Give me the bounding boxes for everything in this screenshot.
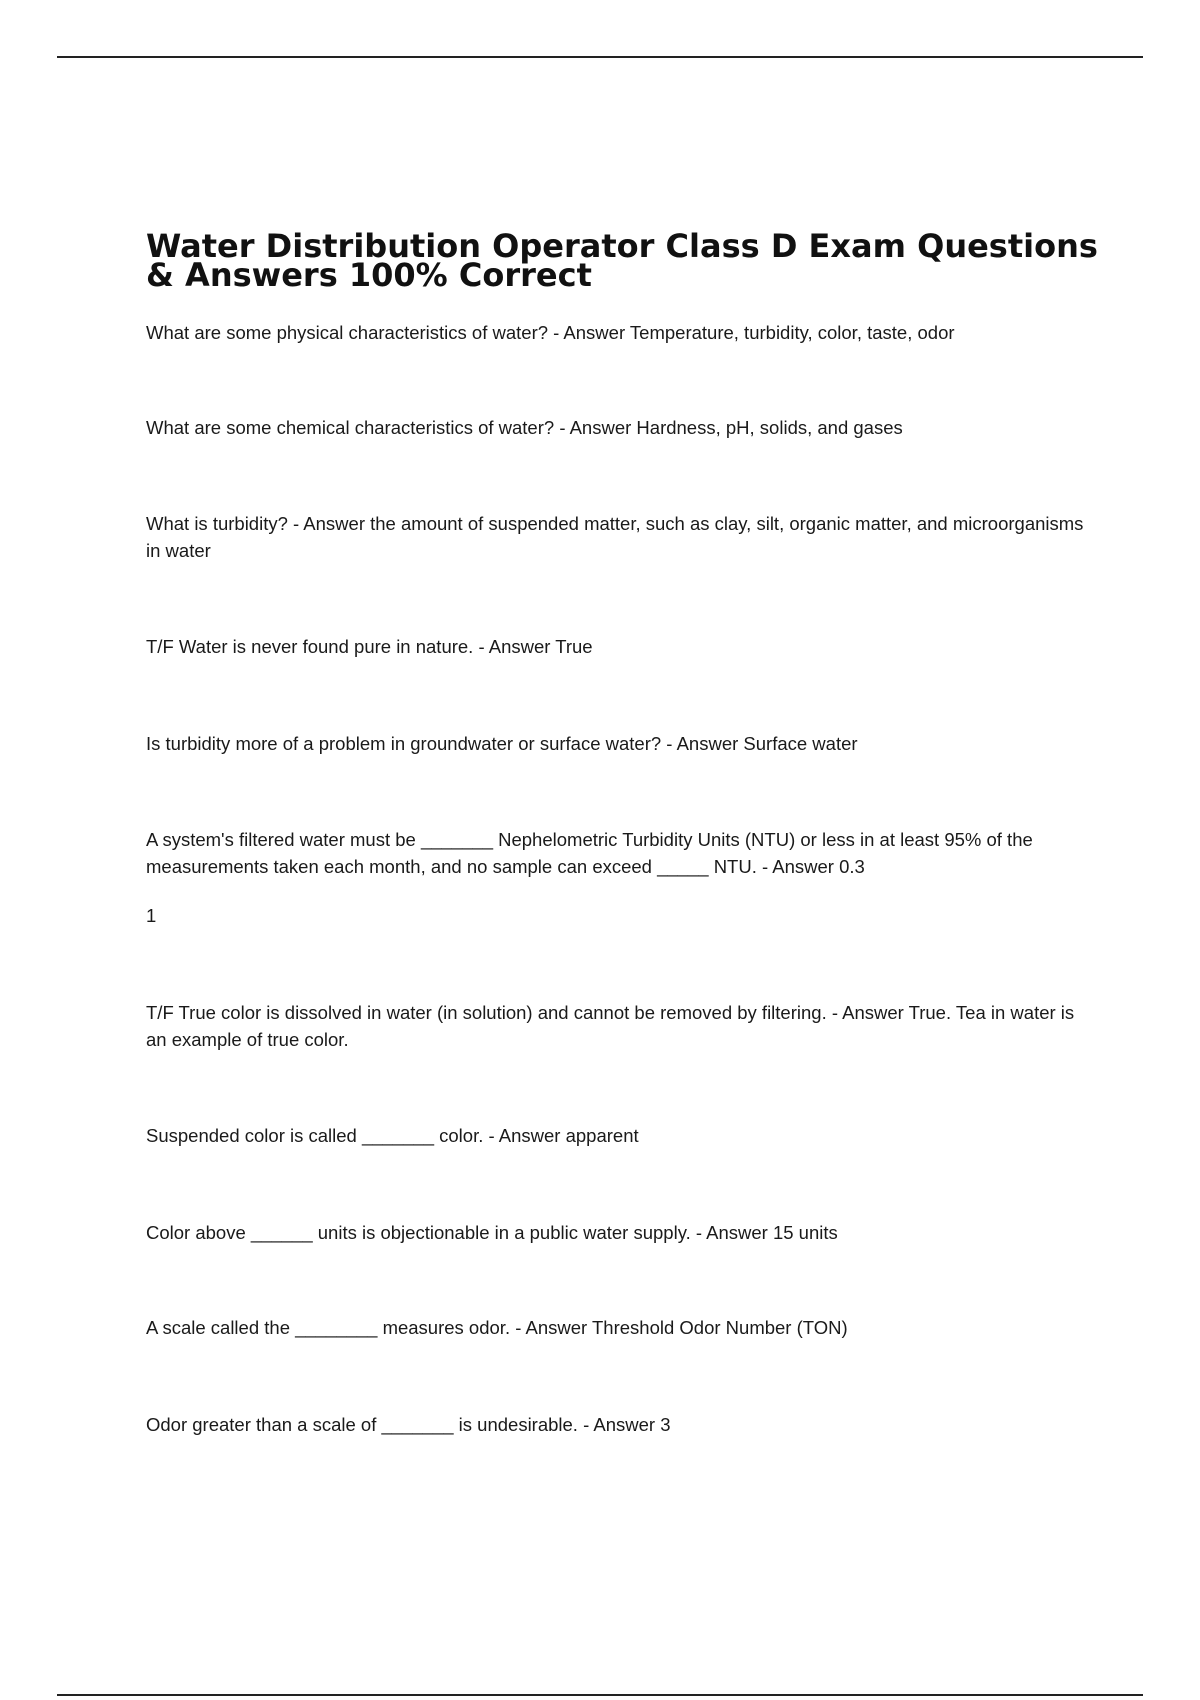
top-rule: [57, 56, 1143, 58]
qa-item-water-pure: T/F Water is never found pure in nature. - Answer True: [146, 636, 593, 657]
qa-item-physical-characteristics: What are some physical characteristics of water? - Answer Temperature, turbidity, color, taste, odor: [146, 322, 955, 343]
qa-item-odor-scale: A scale called the ________ measures odor. - Answer Threshold Odor Number (TON): [146, 1317, 848, 1338]
qa-item-turbidity-definition: What is turbidity? - Answer the amount of suspended matter, such as clay, silt, organic matter, and microorganisms in water: [146, 513, 1084, 561]
qa-item-filtered-water-ntu: A system's filtered water must be _______ Nephelometric Turbidity Units (NTU) or less in at least 95% of the measurements taken each month, and no sample can exceed _____ NTU. - Answer 0.3: [146, 829, 1033, 877]
qa-item-chemical-characteristics: What are some chemical characteristics of water? - Answer Hardness, pH, solids, and gases: [146, 417, 903, 438]
qa-item-ntu-second-answer: 1: [146, 905, 157, 926]
bottom-rule: [57, 1694, 1143, 1696]
qa-item-odor-threshold: Odor greater than a scale of _______ is undesirable. - Answer 3: [146, 1414, 671, 1435]
document-title: Water Distribution Operator Class D Exam Questions & Answers 100% Correct: [146, 227, 1098, 294]
qa-item-true-color: T/F True color is dissolved in water (in solution) and cannot be removed by filtering. - Answer True. Tea in water is an example of true color.: [146, 1002, 1075, 1050]
qa-item-color-units: Color above ______ units is objectionable in a public water supply. - Answer 15 units: [146, 1222, 838, 1243]
qa-item-suspended-color: Suspended color is called _______ color. - Answer apparent: [146, 1125, 639, 1146]
qa-item-turbidity-source: Is turbidity more of a problem in groundwater or surface water? - Answer Surface water: [146, 733, 858, 754]
